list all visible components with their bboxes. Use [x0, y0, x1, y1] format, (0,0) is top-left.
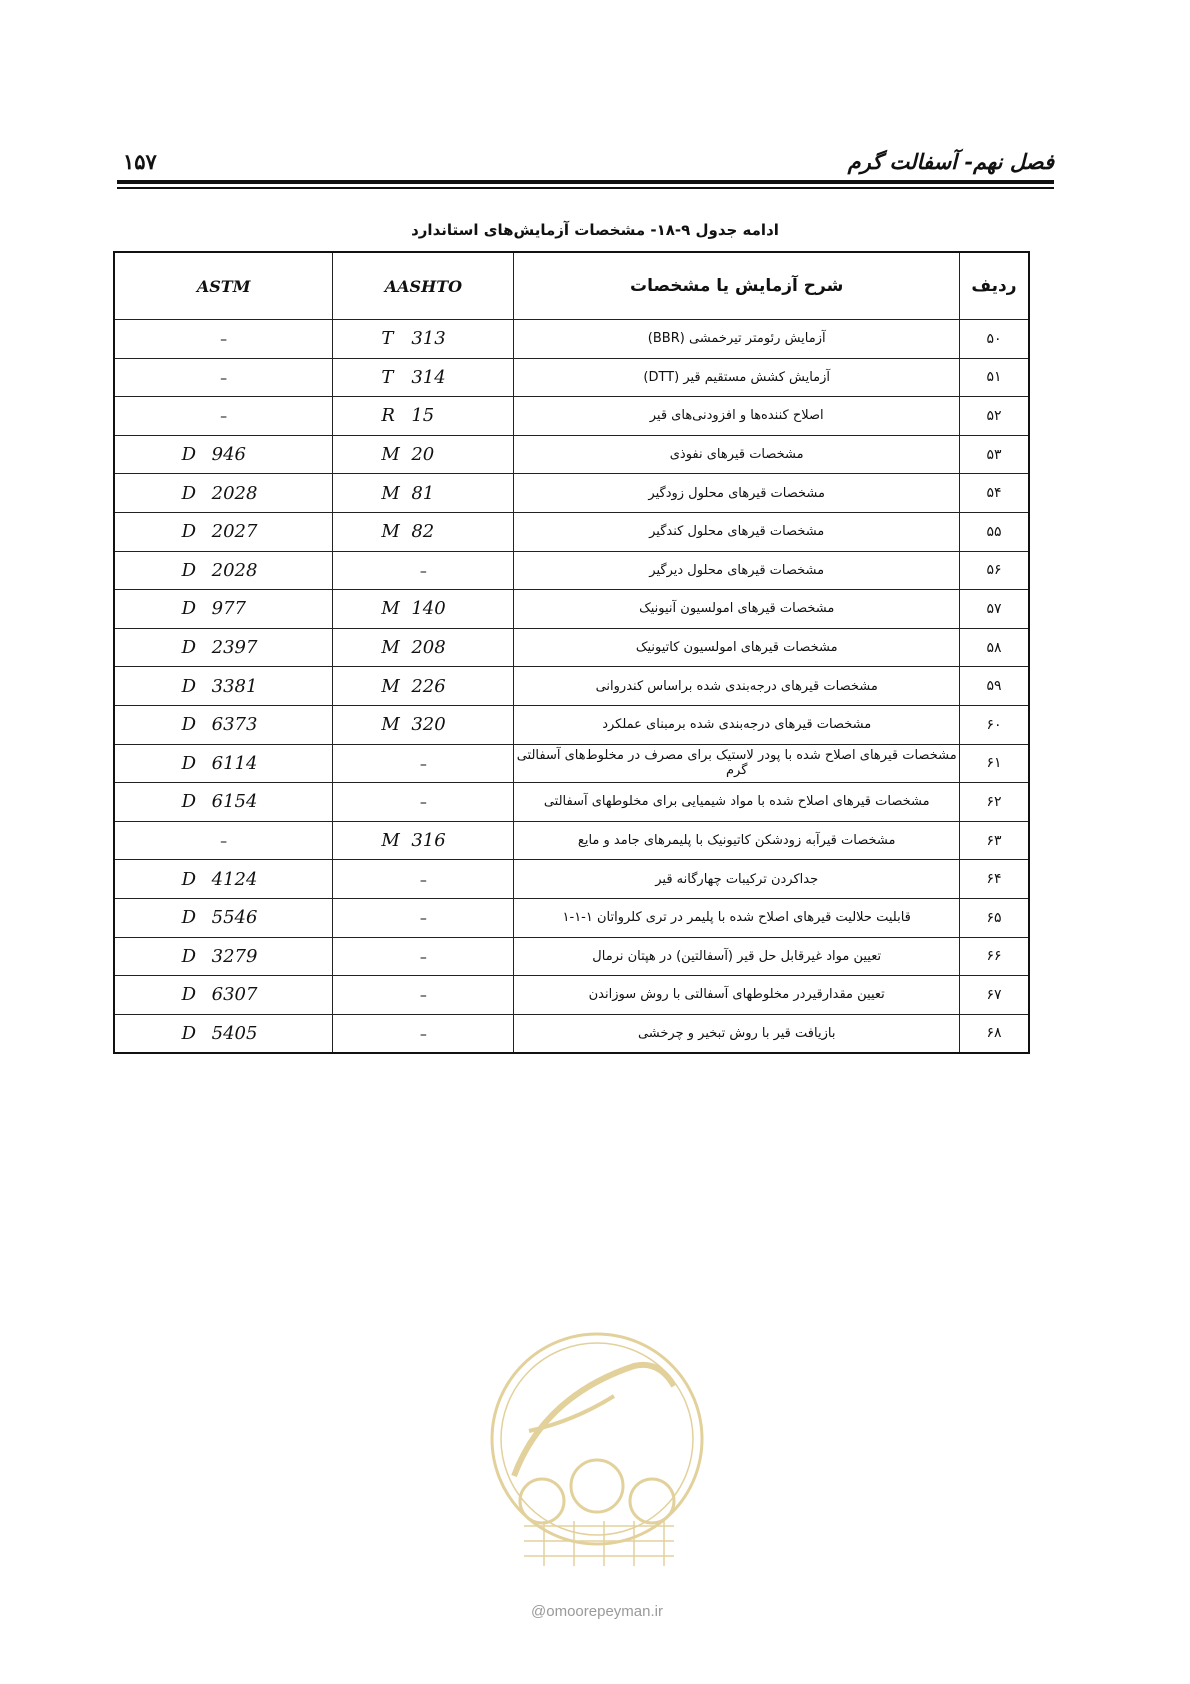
astm-code-number: 6373: [211, 714, 258, 736]
row-description: تعیین مقدارقیردر مخلوطهای آسفالتی با روش سوزاندن: [514, 976, 959, 1015]
aashto-code-number: 316: [411, 830, 446, 852]
table-row: [114, 705, 1029, 744]
aashto-code: [333, 320, 514, 359]
table-row: [114, 744, 1029, 783]
astm-code: [114, 667, 333, 706]
aashto-code-letter: M: [381, 830, 400, 852]
aashto-code-letter: M: [381, 714, 400, 736]
row-number: ۶۵: [959, 898, 1029, 937]
astm-code-number: 2397: [211, 637, 258, 659]
aashto-code-dash: –: [419, 911, 427, 928]
aashto-code-number: 82: [411, 521, 435, 543]
astm-code: [114, 744, 333, 783]
row-description: مشخصات قیرهای محلول زودگیر: [514, 474, 959, 513]
header-description: شرح آزمایش یا مشخصات: [514, 252, 959, 320]
table-body: [114, 320, 1029, 1054]
table-row: [114, 551, 1029, 590]
aashto-code: [333, 1014, 514, 1053]
astm-code-letter: D: [181, 945, 197, 967]
row-description: مشخصات قیرهای درجه‌بندی شده براساس کندروانی: [514, 667, 959, 706]
row-description: آزمایش رئومتر تیرخمشی (BBR): [514, 320, 959, 359]
row-description: آزمایش کشش مستقیم قیر (DTT): [514, 358, 959, 397]
astm-code-dash: –: [220, 834, 228, 851]
table-row: [114, 358, 1029, 397]
aashto-code-number: 320: [411, 714, 446, 736]
aashto-code-letter: M: [381, 637, 400, 659]
table-row: [114, 860, 1029, 899]
aashto-code-number: 15: [411, 405, 435, 427]
row-number: ۵۴: [959, 474, 1029, 513]
row-number: ۶۸: [959, 1014, 1029, 1053]
row-number: ۶۴: [959, 860, 1029, 899]
table-row: [114, 397, 1029, 436]
aashto-code-letter: M: [381, 482, 400, 504]
aashto-code-dash: –: [419, 563, 427, 580]
row-description: مشخصات قیرهای محلول دیرگیر: [514, 551, 959, 590]
aashto-code-letter: M: [381, 675, 400, 697]
astm-code-number: 4124: [211, 868, 258, 890]
page-number: ۱۵۷: [123, 149, 157, 174]
astm-code-letter: D: [181, 637, 197, 659]
astm-code-number: 2028: [211, 559, 258, 581]
row-description: مشخصات قیرآبه زودشکن کاتیونیک با پلیمرهای جامد و مایع: [514, 821, 959, 860]
astm-code: [114, 551, 333, 590]
astm-code-letter: D: [181, 444, 197, 466]
row-number: ۶۰: [959, 705, 1029, 744]
standards-table: [113, 251, 1030, 1054]
aashto-code: [333, 821, 514, 860]
row-description: بازیافت قیر با روش تبخیر و چرخشی: [514, 1014, 959, 1053]
aashto-code-number: 314: [411, 366, 446, 388]
aashto-code: [333, 512, 514, 551]
aashto-code-letter: R: [381, 405, 395, 427]
aashto-code: [333, 783, 514, 822]
table-row: [114, 667, 1029, 706]
table-row: [114, 320, 1029, 359]
aashto-code: [333, 860, 514, 899]
row-number: ۶۲: [959, 783, 1029, 822]
header-row-number: ردیف: [959, 252, 1029, 320]
aashto-code: [333, 358, 514, 397]
row-number: ۵۹: [959, 667, 1029, 706]
aashto-code: [333, 667, 514, 706]
header-astm: ASTM: [114, 252, 333, 320]
astm-code: [114, 628, 333, 667]
aashto-code-letter: M: [381, 598, 400, 620]
astm-code-letter: D: [181, 984, 197, 1006]
watermark-site: @omoorepeyman.ir: [531, 1603, 663, 1620]
row-description: مشخصات قیرهای اصلاح شده با پودر لاستیک برای مصرف در مخلوط‌های آسفالتی گرم: [514, 744, 959, 783]
aashto-code: [333, 744, 514, 783]
aashto-code-number: 81: [411, 482, 435, 504]
row-description: اصلاح کننده‌ها و افزودنی‌های قیر: [514, 397, 959, 436]
aashto-code-dash: –: [419, 949, 427, 966]
table-row: [114, 628, 1029, 667]
table-row: [114, 898, 1029, 937]
header-rule-thick: [117, 180, 1054, 184]
aashto-code-letter: M: [381, 444, 400, 466]
aashto-code: [333, 705, 514, 744]
chapter-title: فصل نهم- آسفالت گرم: [847, 149, 1054, 174]
astm-code-number: 2028: [211, 482, 258, 504]
aashto-code-number: 313: [411, 328, 446, 350]
astm-code: [114, 937, 333, 976]
astm-code-number: 946: [211, 444, 246, 466]
header-aashto: AASHTO: [333, 252, 514, 320]
header-rule-thin: [117, 187, 1054, 189]
astm-code-letter: D: [181, 521, 197, 543]
table-row: [114, 976, 1029, 1015]
aashto-code-letter: T: [381, 328, 394, 350]
aashto-code: [333, 628, 514, 667]
row-description: مشخصات قیرهای محلول کندگیر: [514, 512, 959, 551]
row-number: ۶۳: [959, 821, 1029, 860]
astm-code-number: 5405: [211, 1022, 258, 1044]
astm-code: [114, 860, 333, 899]
row-description: مشخصات قیرهای اصلاح شده با مواد شیمیایی برای مخلوطهای آسفالتی: [514, 783, 959, 822]
astm-code: [114, 821, 333, 860]
astm-code-number: 3279: [211, 945, 258, 967]
astm-code-letter: D: [181, 907, 197, 929]
astm-code-letter: D: [181, 482, 197, 504]
astm-code: [114, 320, 333, 359]
row-number: ۶۶: [959, 937, 1029, 976]
astm-code: [114, 783, 333, 822]
table-row: [114, 937, 1029, 976]
row-number: ۵۱: [959, 358, 1029, 397]
astm-code: [114, 705, 333, 744]
astm-code-dash: –: [220, 409, 228, 426]
aashto-code-number: 20: [411, 444, 435, 466]
aashto-code: [333, 590, 514, 629]
astm-code-dash: –: [220, 370, 228, 387]
astm-code: [114, 1014, 333, 1053]
aashto-code: [333, 937, 514, 976]
aashto-code: [333, 435, 514, 474]
table-row: [114, 435, 1029, 474]
row-number: ۵۳: [959, 435, 1029, 474]
row-number: ۶۱: [959, 744, 1029, 783]
astm-code-letter: D: [181, 868, 197, 890]
table-row: [114, 512, 1029, 551]
table-row: [114, 474, 1029, 513]
row-number: ۵۵: [959, 512, 1029, 551]
astm-code-number: 6114: [211, 752, 258, 774]
astm-code-number: 5546: [211, 907, 258, 929]
astm-code-letter: D: [181, 791, 197, 813]
astm-code-letter: D: [181, 675, 197, 697]
astm-code: [114, 976, 333, 1015]
row-description: مشخصات قیرهای درجه‌بندی شده برمبنای عملکرد: [514, 705, 959, 744]
astm-code-letter: D: [181, 598, 197, 620]
row-number: ۵۶: [959, 551, 1029, 590]
astm-code: [114, 898, 333, 937]
row-number: ۵۰: [959, 320, 1029, 359]
aashto-code-dash: –: [419, 756, 427, 773]
aashto-code-dash: –: [419, 872, 427, 889]
aashto-code-number: 226: [411, 675, 446, 697]
aashto-code-number: 140: [411, 598, 446, 620]
astm-code-number: 6154: [211, 791, 258, 813]
row-description: مشخصات قیرهای امولسیون کاتیونیک: [514, 628, 959, 667]
table-row: [114, 1014, 1029, 1053]
table-row: [114, 783, 1029, 822]
astm-code: [114, 474, 333, 513]
row-number: ۵۲: [959, 397, 1029, 436]
table-row: [114, 821, 1029, 860]
row-number: ۶۷: [959, 976, 1029, 1015]
row-description: تعیین مواد غیرقابل حل قیر (آسفالتین) در هپتان نرمال: [514, 937, 959, 976]
aashto-code-letter: T: [381, 366, 394, 388]
row-description: مشخصات قیرهای امولسیون آنیونیک: [514, 590, 959, 629]
table-caption: ادامه جدول ۹-۱۸- مشخصات آزمایش‌های استاندارد: [411, 221, 779, 239]
table-header-row: [114, 252, 1029, 320]
astm-code: [114, 358, 333, 397]
astm-code: [114, 435, 333, 474]
aashto-code-dash: –: [419, 795, 427, 812]
row-number: ۵۷: [959, 590, 1029, 629]
aashto-code-dash: –: [419, 1026, 427, 1043]
aashto-code: [333, 976, 514, 1015]
aashto-code: [333, 551, 514, 590]
aashto-code-dash: –: [419, 988, 427, 1005]
astm-code-number: 977: [211, 598, 246, 620]
row-description: قابلیت حلالیت قیرهای اصلاح شده با پلیمر در تری کلرواتان ۱-۱-۱: [514, 898, 959, 937]
aashto-code: [333, 474, 514, 513]
astm-code-letter: D: [181, 559, 197, 581]
aashto-code: [333, 397, 514, 436]
astm-code-dash: –: [220, 332, 228, 349]
row-description: جداکردن ترکیبات چهارگانه قیر: [514, 860, 959, 899]
astm-code-letter: D: [181, 1022, 197, 1044]
aashto-code-number: 208: [411, 637, 446, 659]
row-description: مشخصات قیرهای نفوذی: [514, 435, 959, 474]
astm-code-letter: D: [181, 752, 197, 774]
table-row: [114, 590, 1029, 629]
astm-code: [114, 397, 333, 436]
aashto-code: [333, 898, 514, 937]
astm-code-number: 3381: [211, 675, 258, 697]
row-number: ۵۸: [959, 628, 1029, 667]
astm-code-number: 2027: [211, 521, 258, 543]
aashto-code-letter: M: [381, 521, 400, 543]
astm-code: [114, 512, 333, 551]
astm-code-number: 6307: [211, 984, 258, 1006]
astm-code-letter: D: [181, 714, 197, 736]
watermark-logo-icon: [484, 1326, 710, 1586]
astm-code: [114, 590, 333, 629]
